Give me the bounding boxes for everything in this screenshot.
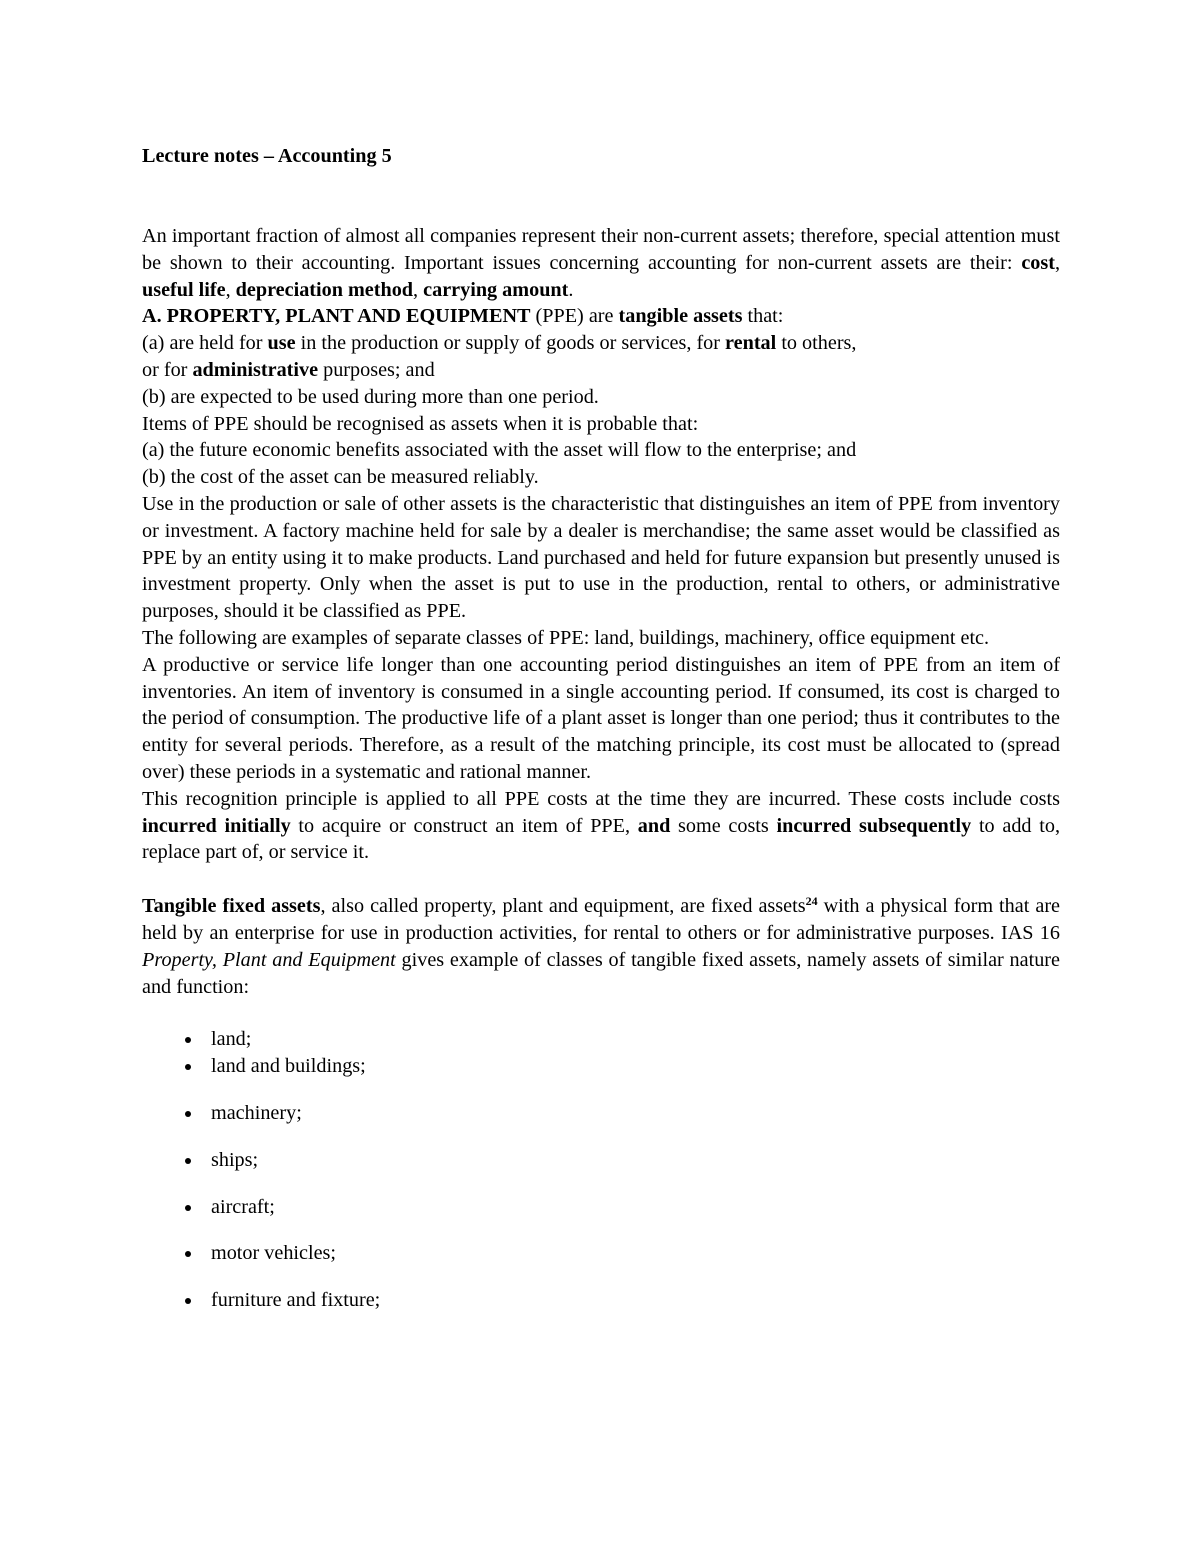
term-incurred-subsequently: incurred subsequently bbox=[776, 814, 972, 837]
ppe-definition bbox=[142, 303, 1060, 330]
criterion-text: or for bbox=[142, 358, 193, 381]
term-rental: rental bbox=[725, 332, 777, 355]
list-item-text: land and buildings; bbox=[211, 1055, 366, 1078]
term-use: use bbox=[267, 332, 296, 355]
list-item bbox=[142, 1147, 1060, 1174]
list-item bbox=[142, 1240, 1060, 1267]
separator: , bbox=[413, 278, 424, 301]
separator: , bbox=[225, 278, 236, 301]
service-life-paragraph: A productive or service life longer than one accounting period distinguishes an item of PPE from an item of inventories. An item of inventory is consumed in a single accounting period. If consumed, its cost is charged to the period of consumption. The productive life of a plant asset is longer than one period; thus it contributes to the entity for several periods. Therefore, as a result of the matching principle, its cost must be allocated to (spread over) these periods in a systematic and rational manner. bbox=[142, 653, 1060, 783]
list-item bbox=[142, 1100, 1060, 1127]
recognition-criterion-a: (a) the future economic benefits associated with the asset will flow to the enterprise; and bbox=[142, 439, 857, 462]
term-cost: cost bbox=[1021, 251, 1055, 274]
bullet-icon bbox=[185, 1251, 191, 1257]
classes-paragraph: The following are examples of separate classes of PPE: land, buildings, machinery, office equipment etc. bbox=[142, 626, 990, 649]
section-heading-ppe: A. PROPERTY, PLANT AND EQUIPMENT bbox=[142, 305, 531, 328]
criterion-text: in the production or supply of goods or services, for bbox=[295, 332, 726, 355]
period: . bbox=[568, 278, 574, 301]
term-useful-life: useful life bbox=[142, 278, 226, 301]
footnote-marker: 24 bbox=[805, 894, 818, 909]
term-and: and bbox=[637, 814, 671, 837]
list-item bbox=[142, 1026, 1060, 1053]
bullet-icon bbox=[185, 1205, 191, 1211]
ppe-criterion-a bbox=[142, 330, 1060, 357]
paragraph-text: gives example of classes of tangible fixed assets, namely assets of similar nature and function: bbox=[142, 948, 1060, 998]
list-item-text: furniture and fixture; bbox=[211, 1289, 381, 1312]
criterion-text: to others, bbox=[776, 332, 857, 355]
ppe-definition-text: that: bbox=[742, 305, 784, 328]
document-title: Lecture notes – Accounting 5 bbox=[142, 145, 392, 167]
list-item-text: machinery; bbox=[211, 1101, 302, 1124]
bullet-icon bbox=[185, 1064, 191, 1070]
paragraph-text: with a physical form that are held by an enterprise for use in production activities, for rental to others or for administrative purposes. IAS 16 bbox=[142, 895, 1060, 944]
term-carrying-amount: carrying amount bbox=[423, 278, 569, 301]
asset-classes-list bbox=[142, 1026, 1060, 1314]
bullet-icon bbox=[185, 1298, 191, 1304]
term-incurred-initially: incurred initially bbox=[142, 814, 291, 837]
intro-text: An important fraction of almost all companies represent their non-current assets; therefore, special attention must be shown to their accounting. Important issues concerning accounting for non-current assets are their: bbox=[142, 225, 1060, 274]
bullet-icon bbox=[185, 1111, 191, 1117]
use-paragraph: Use in the production or sale of other assets is the characteristic that distinguishes an item of PPE from inventory or investment. A factory machine held for sale by a dealer is merchandise; the same asset would be classified as PPE by an entity using it to make products. Land purchased and held for future expansion but presently unused is investment property. Only when the asset is put to use in the production, rental to others, or administrative purposes, should it be classified as PPE. bbox=[142, 492, 1060, 623]
recognition-principle-paragraph bbox=[142, 786, 1060, 866]
criterion-text: purposes; and bbox=[318, 358, 435, 381]
paragraph-spacer bbox=[142, 866, 1060, 893]
term-tangible-assets: tangible assets bbox=[618, 305, 743, 328]
standard-title: Property, Plant and Equipment bbox=[142, 948, 396, 971]
term-administrative: administrative bbox=[192, 358, 319, 381]
paragraph-text: This recognition principle is applied to all PPE costs at the time they are incurred. These costs include costs bbox=[142, 787, 1060, 810]
bullet-icon bbox=[185, 1158, 191, 1164]
document-page bbox=[142, 143, 1060, 1314]
intro-paragraph bbox=[142, 223, 1060, 303]
paragraph-text: to add to, replace part of, or service it. bbox=[142, 814, 1061, 864]
recognition-intro: Items of PPE should be recognised as assets when it is probable that: bbox=[142, 412, 699, 435]
separator: , bbox=[1054, 251, 1060, 274]
list-item-text: ships; bbox=[211, 1148, 259, 1171]
list-item-text: land; bbox=[211, 1028, 252, 1051]
list-item bbox=[142, 1287, 1060, 1314]
criterion-text: (a) are held for bbox=[142, 332, 268, 355]
ppe-criterion-a-cont bbox=[142, 357, 1060, 384]
list-item bbox=[142, 1194, 1060, 1221]
ppe-definition-text: (PPE) are bbox=[530, 305, 619, 328]
list-item bbox=[142, 1053, 1060, 1080]
paragraph-text: to acquire or construct an item of PPE, bbox=[290, 814, 638, 837]
bullet-icon bbox=[185, 1037, 191, 1043]
paragraph-text: some costs bbox=[670, 814, 777, 837]
tangible-fixed-assets-paragraph bbox=[142, 893, 1060, 1000]
paragraph-text: , also called property, plant and equipment, are fixed assets bbox=[320, 895, 806, 918]
term-depreciation-method: depreciation method bbox=[235, 278, 414, 301]
term-tangible-fixed-assets: Tangible fixed assets bbox=[142, 895, 321, 918]
list-item-text: aircraft; bbox=[211, 1195, 275, 1218]
recognition-criterion-b: (b) the cost of the asset can be measured reliably. bbox=[142, 466, 539, 489]
list-item-text: motor vehicles; bbox=[211, 1242, 337, 1265]
ppe-criterion-b: (b) are expected to be used during more than one period. bbox=[142, 385, 599, 408]
